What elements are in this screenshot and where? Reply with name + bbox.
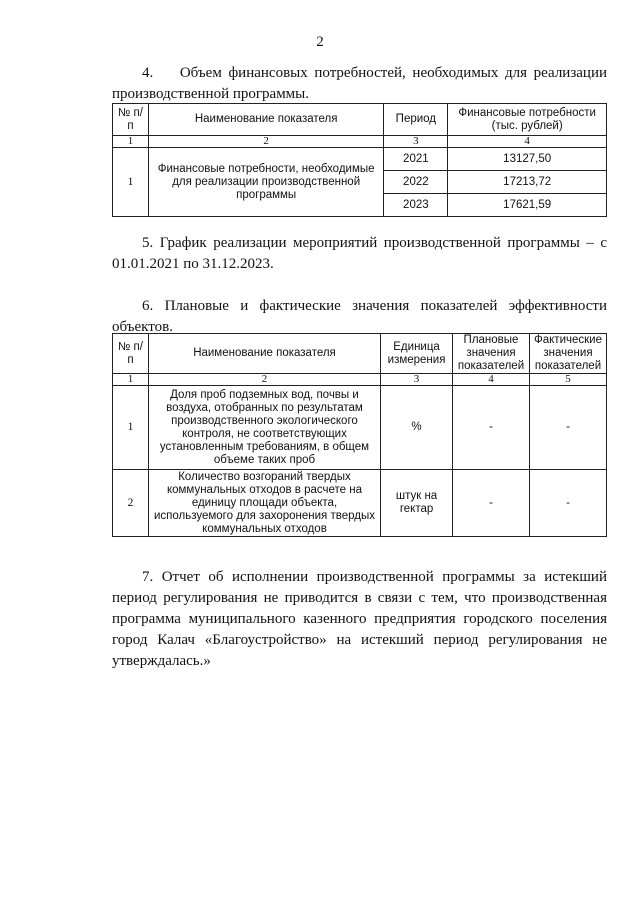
col-number: 3	[384, 136, 448, 148]
header-name: Наименование показателя	[148, 104, 383, 136]
section-4-heading: 4. Объем финансовых потребностей, необходимых для реализации производственной программы.	[112, 65, 607, 102]
row-unit: штук на гектар	[381, 470, 453, 537]
col-number: 4	[448, 136, 607, 148]
header-plan: Плановые значения показателей	[453, 334, 530, 374]
header-name: Наименование показателя	[148, 334, 380, 374]
header-unit: Единица измерения	[381, 334, 453, 374]
row-fact: -	[529, 386, 606, 470]
row-fact: -	[529, 470, 606, 537]
row-plan: -	[453, 386, 530, 470]
period-value: 17621,59	[448, 194, 607, 217]
col-number: 2	[148, 136, 383, 148]
row-name: Доля проб подземных вод, почвы и воздуха, отобранных по результатам производственного экологического контроля, не соответствующих установленным требованиям, в общем объеме таких проб	[148, 386, 380, 470]
header-num: № п/п	[113, 104, 149, 136]
row-unit: %	[381, 386, 453, 470]
period-year: 2021	[384, 148, 448, 171]
col-number: 2	[148, 374, 380, 386]
row-num: 2	[113, 470, 149, 537]
col-number: 5	[529, 374, 606, 386]
col-number: 1	[113, 374, 149, 386]
period-value: 13127,50	[448, 148, 607, 171]
efficiency-indicators-table	[112, 333, 607, 537]
col-number: 3	[381, 374, 453, 386]
row-plan: -	[453, 470, 530, 537]
period-year: 2023	[384, 194, 448, 217]
col-number: 4	[453, 374, 530, 386]
header-finance: Финансовые потребности (тыс. рублей)	[448, 104, 607, 136]
row-name: Финансовые потребности, необходимые для реализации производственной программы	[148, 148, 383, 217]
section-5-text: 5. График реализации мероприятий производственной программы – с 01.01.2021 по 31.12.2023.	[112, 235, 607, 272]
header-num: № п/п	[113, 334, 149, 374]
row-num: 1	[113, 386, 149, 470]
header-fact: Фактические значения показателей	[529, 334, 606, 374]
page-number: 2	[316, 34, 324, 50]
row-num: 1	[113, 148, 149, 217]
financial-needs-table	[112, 103, 607, 217]
col-number: 1	[113, 136, 149, 148]
period-value: 17213,72	[448, 171, 607, 194]
row-name: Количество возгораний твердых коммунальных отходов в расчете на единицу площади объекта, используемого для захоронения твердых коммунальных отходов	[148, 470, 380, 537]
header-period: Период	[384, 104, 448, 136]
section-6-heading: 6. Плановые и фактические значения показателей эффективности объектов.	[112, 298, 607, 335]
period-year: 2022	[384, 171, 448, 194]
section-7-text: 7. Отчет об исполнении производственной программы за истекший период регулирования не приводится в связи с тем, что производственная программа муниципального казенного предприятия городского поселения город Калач «Благоустройство» на истекший период регулирования не утверждалась.»	[112, 569, 607, 669]
